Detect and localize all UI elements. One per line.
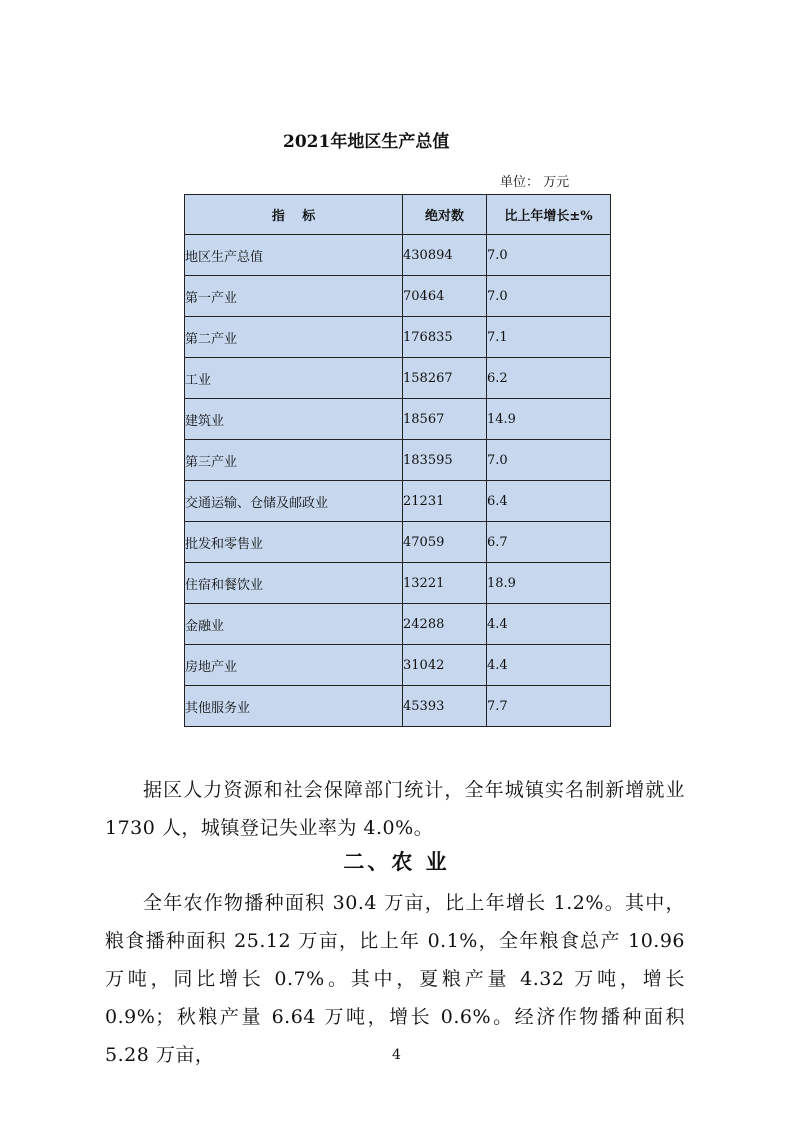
growth-cell: 7.0 <box>487 276 611 317</box>
table-row <box>185 481 611 522</box>
growth-cell: 18.9 <box>487 563 611 604</box>
growth-cell: 7.7 <box>487 686 611 727</box>
gdp-table <box>184 194 611 727</box>
indicator-cell: 批发和零售业 <box>185 522 403 563</box>
table-row <box>185 522 611 563</box>
absolute-cell: 45393 <box>403 686 487 727</box>
absolute-cell: 18567 <box>403 399 487 440</box>
growth-cell: 6.7 <box>487 522 611 563</box>
indicator-cell: 建筑业 <box>185 399 403 440</box>
section-heading-agriculture: 二、农 业 <box>343 849 450 874</box>
growth-cell: 7.1 <box>487 317 611 358</box>
table-row <box>185 604 611 645</box>
absolute-cell: 13221 <box>403 563 487 604</box>
indicator-cell: 地区生产总值 <box>185 235 403 276</box>
absolute-cell: 31042 <box>403 645 487 686</box>
growth-cell: 7.0 <box>487 235 611 276</box>
indicator-cell: 金融业 <box>185 604 403 645</box>
header-growth: 比上年增长±% <box>487 195 611 235</box>
growth-cell: 6.2 <box>487 358 611 399</box>
table-row <box>185 358 611 399</box>
absolute-cell: 24288 <box>403 604 487 645</box>
table-row <box>185 276 611 317</box>
growth-cell: 7.0 <box>487 440 611 481</box>
header-indicator: 指 标 <box>185 195 403 235</box>
table-row <box>185 686 611 727</box>
table-row <box>185 645 611 686</box>
page-number: 4 <box>392 1047 401 1063</box>
agriculture-paragraph: 全年农作物播种面积 30.4 万亩，比上年增长 1.2%。其中，粮食播种面积 25.12 万亩，比上年 0.1%，全年粮食总产 10.96 万吨，同比增长 0.7%。其中，夏粮产量 4.32 万吨，增长 0.9%；秋粮产量 6.64 万吨，增长 0.6%。经济作物播种面积 5.28 万亩， <box>105 892 685 1066</box>
table-header-row <box>185 195 611 235</box>
table-title: 2021年地区生产总值 <box>283 132 450 152</box>
unit-label: 单位： 万元 <box>500 175 570 190</box>
absolute-cell: 183595 <box>403 440 487 481</box>
table-row <box>185 235 611 276</box>
indicator-cell: 交通运输、仓储及邮政业 <box>185 481 403 522</box>
absolute-cell: 47059 <box>403 522 487 563</box>
table-row <box>185 440 611 481</box>
absolute-cell: 21231 <box>403 481 487 522</box>
absolute-cell: 70464 <box>403 276 487 317</box>
growth-cell: 14.9 <box>487 399 611 440</box>
growth-cell: 4.4 <box>487 645 611 686</box>
growth-cell: 6.4 <box>487 481 611 522</box>
indicator-cell: 工业 <box>185 358 403 399</box>
employment-paragraph: 据区人力资源和社会保障部门统计，全年城镇实名制新增就业 1730 人，城镇登记失业率为 4.0%。 <box>105 779 685 839</box>
indicator-cell: 房地产业 <box>185 645 403 686</box>
indicator-cell: 第三产业 <box>185 440 403 481</box>
table-row <box>185 317 611 358</box>
growth-cell: 4.4 <box>487 604 611 645</box>
absolute-cell: 176835 <box>403 317 487 358</box>
table-row <box>185 399 611 440</box>
indicator-cell: 其他服务业 <box>185 686 403 727</box>
header-absolute: 绝对数 <box>403 195 487 235</box>
table-row <box>185 563 611 604</box>
indicator-cell: 第二产业 <box>185 317 403 358</box>
indicator-cell: 住宿和餐饮业 <box>185 563 403 604</box>
absolute-cell: 430894 <box>403 235 487 276</box>
absolute-cell: 158267 <box>403 358 487 399</box>
indicator-cell: 第一产业 <box>185 276 403 317</box>
